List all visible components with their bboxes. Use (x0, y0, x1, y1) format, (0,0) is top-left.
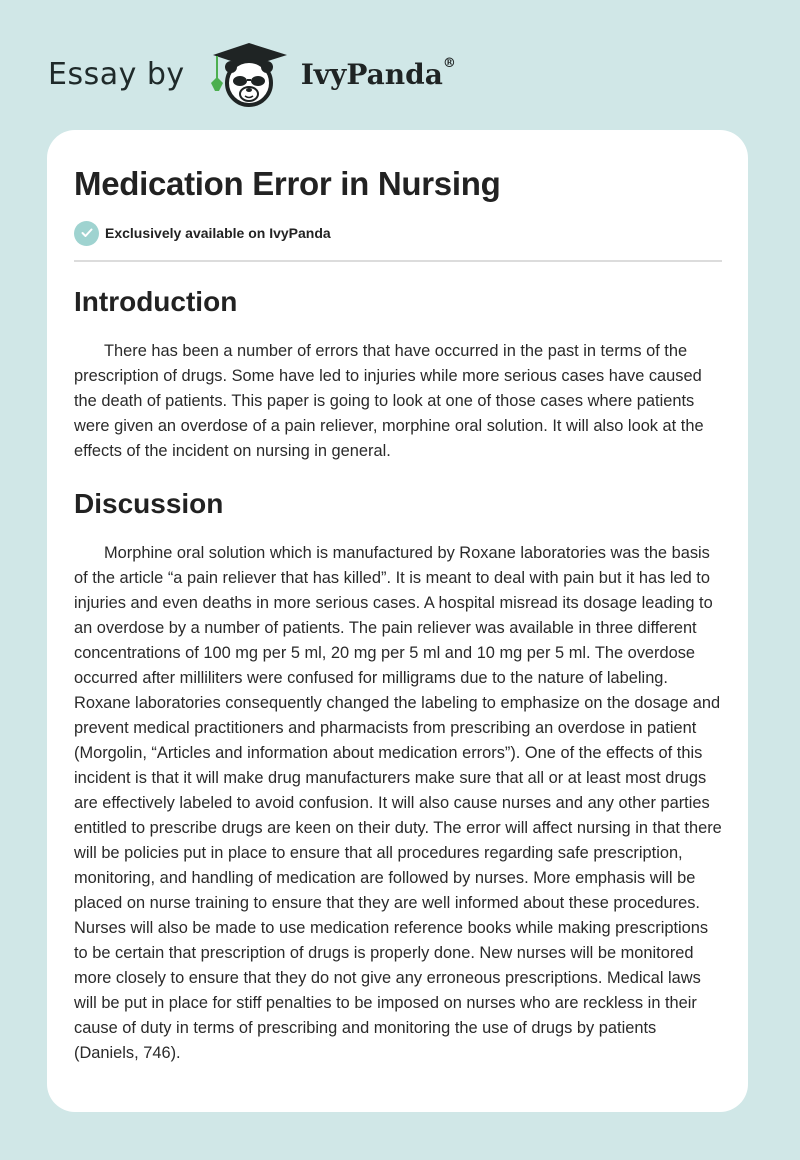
panda-graduate-icon (203, 39, 295, 109)
section-discussion (74, 486, 722, 1066)
section-heading: Discussion (74, 488, 224, 519)
exclusive-label: Exclusively available on IvyPanda (105, 225, 331, 241)
check-circle-icon (74, 221, 99, 246)
paragraph: There has been a number of errors that have occurred in the past in terms of the prescription of drugs. Some have led to injuries while more serious cases have caused the death of patients. This paper is going to look at one of those cases where patients were given an overdose of a pain reliever, morphine oral solution. It will also look at the effects of the incident on nursing in general. (74, 342, 704, 460)
essay-by-label: Essay by (48, 56, 185, 92)
section-heading: Introduction (74, 286, 238, 317)
divider (74, 260, 722, 262)
paragraph: Morphine oral solution which is manufactured by Roxane laboratories was the basis of the article “a pain reliever that has killed”. It is meant to deal with pain but it has led to injuries and even deaths in more serious cases. A hospital misread its dosage leading to an overdose by a number of patients. The pain reliever was available in three different concentrations of 100 mg per 5 ml, 20 mg per 5 ml and 10 mg per 5 ml. The overdose occurred after milliliters were confused for milligrams due to the nature of labeling. Roxane laboratories consequently changed the labeling to emphasize on the dosage and prevent medical practitioners and pharmacists from prescribing an overdose in patient (Morgolin, “Articles and information about medication errors”). One of the effects of this incident is that it will make drug manufacturers make sure that all or at least most drugs are effectively labeled to avoid confusion. It will also cause nurses and any other parties entitled to prescribe drugs are keen on their duty. The error will affect nursing in that there will be policies put in place to ensure that all procedures regarding safe prescription, monitoring, and handling of medication are followed by nurses. More emphasis will be placed on nurse training to ensure that they are well informed about these procedures. Nurses will also be made to use medication reference books while making prescriptions to be certain that prescription of drugs is properly done. New nurses will be monitored more closely to ensure that they do not give any erroneous prescriptions. Medical laws will be put in place for stiff penalties to be imposed on nurses who are reckless in their cause of duty in terms of prescribing and monitoring the use of drugs by patients (Daniels, 746). (74, 544, 722, 1062)
site-header (48, 36, 456, 112)
brand-name: IvyPanda® (300, 55, 456, 91)
exclusive-badge (74, 220, 722, 246)
page-title: Medication Error in Nursing (74, 165, 501, 202)
essay-card (47, 130, 748, 1112)
section-introduction (74, 284, 722, 464)
